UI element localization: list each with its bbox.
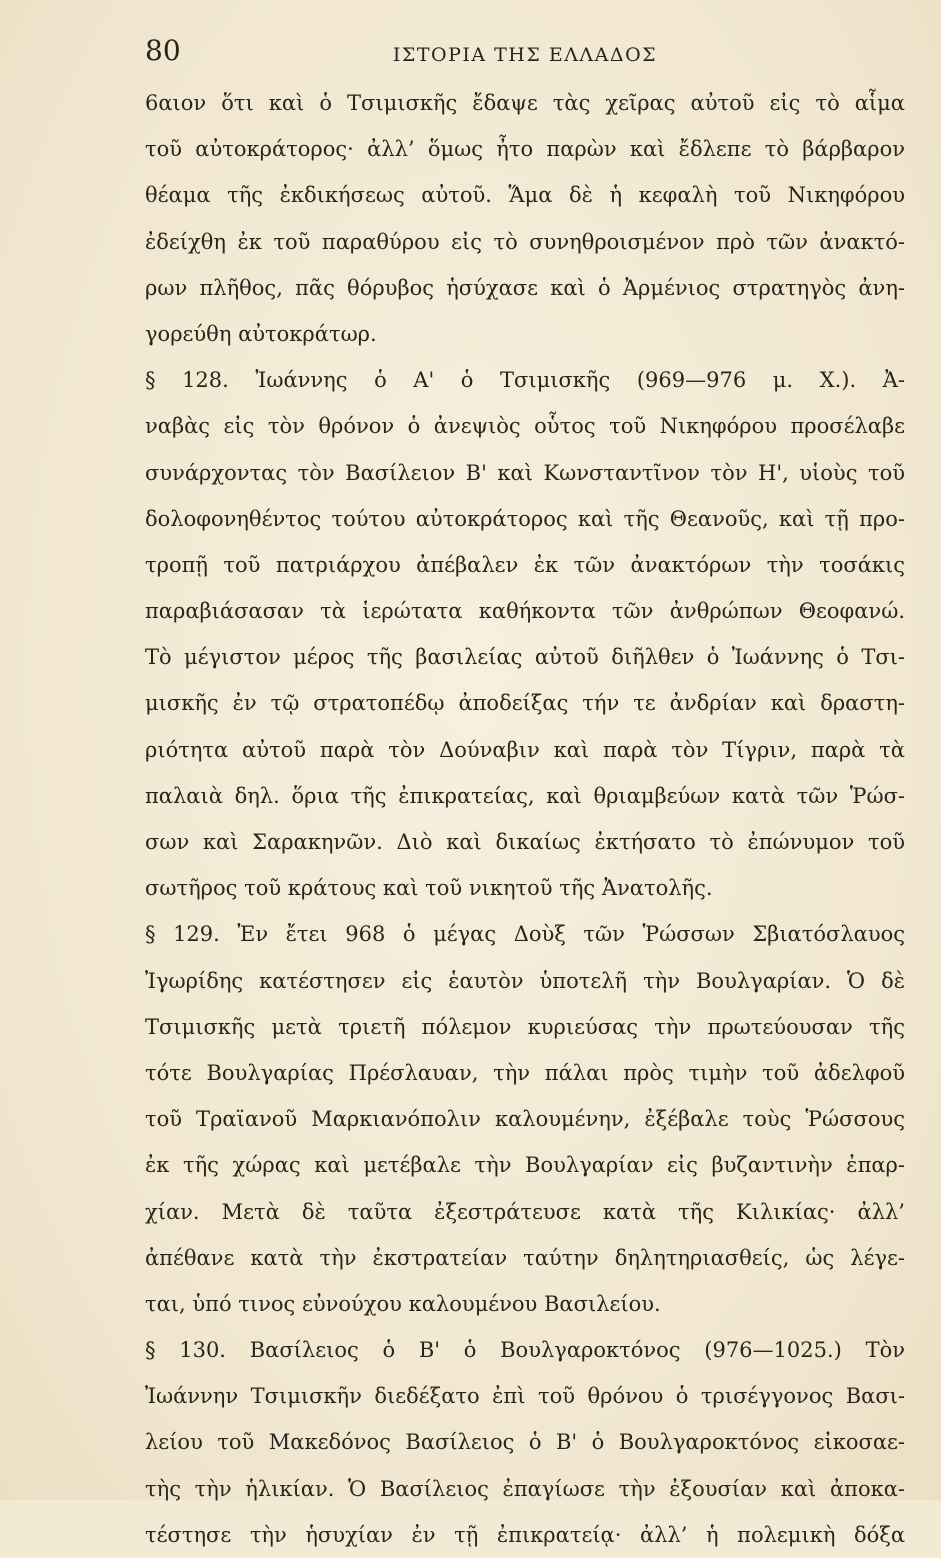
text-line: τότε Βουλγαρίας Πρέσλαυαν, τὴν πάλαι πρὸς τιμὴν τοῦ ἀδελφοῦ	[145, 1060, 905, 1085]
section-128-heading-line: § 128. Ἰωάννης ὁ Α' ὁ Τσιμισκῆς (969—976 μ. Χ.). Ἀ-	[145, 368, 905, 393]
text-line: τοῦ αὐτοκράτορος· ἀλλ’ ὅμως ἦτο παρὼν καὶ ἔδλεπε τὸ βάρβαρον	[145, 137, 905, 162]
text-line: σων καὶ Σαρακηνῶν. Διὸ καὶ δικαίως ἐκτήσατο τὸ ἐπώνυμον τοῦ	[145, 830, 905, 854]
text-line: θέαμα τῆς ἐκδικήσεως αὐτοῦ. Ἅμα δὲ ἡ κεφαλὴ τοῦ Νικηφόρου	[145, 183, 905, 208]
text-line: συνάρχοντας τὸν Βασίλειον Β' καὶ Κωνσταντῖνον τὸν Η', υἱοὺς τοῦ	[145, 460, 905, 485]
text-line: γορεύθη αὐτοκράτωρ.	[145, 321, 377, 346]
text-line: ἐδείχθη ἐκ τοῦ παραθύρου εἰς τὸ συνηθροισμένον πρὸ τῶν ἀνακτό-	[145, 229, 905, 254]
text-line: Ἰωάννην Τσιμισκῆν διεδέξατο ἐπὶ τοῦ θρόνου ὁ τρισέγγονος Βασι-	[145, 1384, 905, 1409]
text-line: χίαν. Μετὰ δὲ ταῦτα ἐξεστράτευσε κατὰ τῆς Κιλικίας· ἀλλ’	[145, 1199, 905, 1224]
running-title: ΙΣΤΟΡΙΑ ΤΗΣ ΕΛΛΑΔΟΣ	[392, 44, 658, 66]
text-line: ἀπέθανε κατὰ τὴν ἐκστρατείαν ταύτην δηλητηριασθείς, ὡς λέγε-	[145, 1245, 905, 1270]
text-line: Τσιμισκῆς μετὰ τριετῆ πόλεμον κυριεύσας τὴν πρωτεύουσαν τῆς	[145, 1014, 905, 1039]
text-line: παραβιάσασαν τὰ ἱερώτατα καθήκοντα τῶν ἀνθρώπων Θεοφανώ.	[145, 599, 905, 624]
text-line: Ἰγωρίδης κατέστησεν εἰς ἑαυτὸν ὑποτελῆ τὴν Βουλγαρίαν. Ὁ δὲ	[145, 968, 905, 993]
text-line: μισκῆς ἐν τῷ στρατοπέδῳ ἀποδείξας τήν τε ἀνδρίαν καὶ δραστη-	[145, 691, 905, 716]
text-line: σωτῆρος τοῦ κράτους καὶ τοῦ νικητοῦ τῆς Ἀνατολῆς.	[145, 876, 713, 901]
text-line: ρων πλῆθος, πᾶς θόρυβος ἡσύχασε καὶ ὁ Ἀρμένιος στρατηγὸς ἀνη-	[145, 275, 905, 300]
text-line: τέστησε τὴν ἡσυχίαν ἐν τῇ ἐπικρατείᾳ· ἀλλ’ ἡ πολεμικὴ δόξα	[145, 1522, 905, 1547]
text-line: παλαιὰ δηλ. ὅρια τῆς ἐπικρατείας, καὶ θριαμβεύων κατὰ τῶν Ῥώσ-	[145, 783, 905, 808]
text-line: τοῦ Τραϊανοῦ Μαρκιανόπολιν καλουμένην, ἐξέβαλε τοὺς Ῥώσσους	[145, 1107, 905, 1132]
text-line: λείου τοῦ Μακεδόνος Βασίλειος ὁ Β' ὁ Βουλγαροκτόνος εἰκοσαε-	[145, 1430, 905, 1455]
page-header	[145, 34, 905, 74]
text-line: ναβὰς εἰς τὸν θρόνον ὁ ἀνεψιὸς οὗτος τοῦ Νικηφόρου προσέλαβε	[145, 414, 905, 439]
text-line: ριότητα αὐτοῦ παρὰ τὸν Δούναβιν καὶ παρὰ τὸν Τίγριν, παρὰ τὰ	[145, 737, 905, 762]
text-line: 6αιον ὅτι καὶ ὁ Τσιμισκῆς ἔδαψε τὰς χεῖρας αὐτοῦ εἰς τὸ αἷμα	[145, 91, 905, 115]
page-number: 80	[145, 34, 181, 67]
section-130-heading-line: § 130. Βασίλειος ὁ Β' ὁ Βουλγαροκτόνος (976—1025.) Τὸν	[145, 1338, 905, 1363]
body-text	[145, 80, 905, 1558]
section-129-heading-line: § 129. Ἐν ἔτει 968 ὁ μέγας Δοὺξ τῶν Ῥώσσων Σβιατόσλαυος	[145, 922, 905, 947]
text-line: ἐκ τῆς χώρας καὶ μετέβαλε τὴν Βουλγαρίαν εἰς βυζαντινὴν ἐπαρ-	[145, 1153, 905, 1178]
text-line: τροπῇ τοῦ πατριάρχου ἀπέβαλεν ἐκ τῶν ἀνακτόρων τὴν τοσάκις	[145, 552, 905, 577]
text-line: Τὸ μέγιστον μέρος τῆς βασιλείας αὐτοῦ διῆλθεν ὁ Ἰωάννης ὁ Τσι-	[145, 645, 905, 670]
text-line: τὴς τὴν ἡλικίαν. Ὁ Βασίλειος ἐπαγίωσε τὴν ἐξουσίαν καὶ ἀποκα-	[145, 1476, 905, 1501]
text-line: δολοφονηθέντος τούτου αὐτοκράτορος καὶ τῆς Θεανοῦς, καὶ τῇ προ-	[145, 506, 905, 531]
text-line: ται, ὑπό τινος εὐνούχου καλουμένου Βασιλείου.	[145, 1291, 661, 1316]
